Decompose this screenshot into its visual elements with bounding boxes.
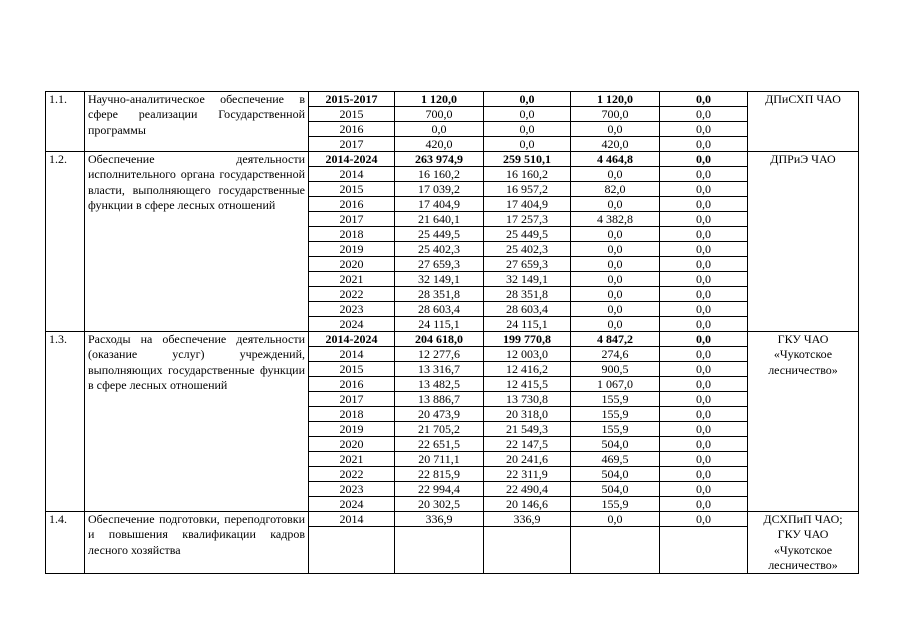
total-cell: 20 473,9 <box>395 407 484 422</box>
other-funds-cell: 0,0 <box>660 362 748 377</box>
other-funds-cell: 0,0 <box>660 467 748 482</box>
other-funds-cell: 0,0 <box>660 197 748 212</box>
other-funds-cell: 0,0 <box>660 122 748 137</box>
other-funds-cell: 0,0 <box>660 287 748 302</box>
total-cell: 13 886,7 <box>395 392 484 407</box>
other-funds-cell: 0,0 <box>660 317 748 332</box>
period-cell: 2015 <box>309 107 395 122</box>
district-budget-cell: 24 115,1 <box>484 317 571 332</box>
other-funds-cell: 0,0 <box>660 212 748 227</box>
total-cell: 20 711,1 <box>395 452 484 467</box>
period-cell: 2018 <box>309 407 395 422</box>
table-row <box>46 152 859 167</box>
total-cell: 16 160,2 <box>395 167 484 182</box>
federal-budget-cell: 0,0 <box>571 287 660 302</box>
total-cell: 17 039,2 <box>395 182 484 197</box>
total-cell: 21 705,2 <box>395 422 484 437</box>
total-cell: 700,0 <box>395 107 484 122</box>
district-budget-cell: 21 549,3 <box>484 422 571 437</box>
total-cell: 22 651,5 <box>395 437 484 452</box>
total-cell: 22 815,9 <box>395 467 484 482</box>
other-funds-cell: 0,0 <box>660 347 748 362</box>
federal-budget-cell: 82,0 <box>571 182 660 197</box>
district-budget-cell: 27 659,3 <box>484 257 571 272</box>
other-funds-cell: 0,0 <box>660 92 748 107</box>
total-cell: 420,0 <box>395 137 484 152</box>
item-number: 1.3. <box>46 332 85 512</box>
federal-budget-cell: 700,0 <box>571 107 660 122</box>
other-funds-cell: 0,0 <box>660 152 748 167</box>
district-budget-cell: 0,0 <box>484 107 571 122</box>
other-funds-cell: 0,0 <box>660 497 748 512</box>
total-cell: 20 302,5 <box>395 497 484 512</box>
district-budget-cell: 20 241,6 <box>484 452 571 467</box>
total-cell: 27 659,3 <box>395 257 484 272</box>
period-cell: 2016 <box>309 122 395 137</box>
total-cell: 22 994,4 <box>395 482 484 497</box>
period-cell: 2019 <box>309 242 395 257</box>
total-cell: 1 120,0 <box>395 92 484 107</box>
period-cell: 2015-2017 <box>309 92 395 107</box>
period-cell: 2017 <box>309 212 395 227</box>
federal-budget-cell: 0,0 <box>571 302 660 317</box>
federal-budget-cell: 1 120,0 <box>571 92 660 107</box>
item-name: Обеспечение деятельности исполнительного органа государственной власти, выполняющего государственные функции в сфере лесных отношений <box>85 152 309 332</box>
table-row <box>46 332 859 347</box>
total-cell: 28 351,8 <box>395 287 484 302</box>
item-number: 1.2. <box>46 152 85 332</box>
period-cell: 2024 <box>309 497 395 512</box>
responsible-executor: ГКУ ЧАО «Чукотское лесничество» <box>748 332 859 512</box>
federal-budget-cell: 469,5 <box>571 452 660 467</box>
total-cell: 204 618,0 <box>395 332 484 347</box>
district-budget-cell: 28 351,8 <box>484 287 571 302</box>
other-funds-cell: 0,0 <box>660 332 748 347</box>
district-budget-cell: 12 416,2 <box>484 362 571 377</box>
district-budget-cell: 25 449,5 <box>484 227 571 242</box>
district-budget-cell: 20 318,0 <box>484 407 571 422</box>
federal-budget-cell: 155,9 <box>571 392 660 407</box>
table-row <box>46 92 859 107</box>
total-cell: 28 603,4 <box>395 302 484 317</box>
federal-budget-cell: 504,0 <box>571 437 660 452</box>
other-funds-cell: 0,0 <box>660 512 748 527</box>
district-budget-cell: 12 415,5 <box>484 377 571 392</box>
period-cell: 2020 <box>309 257 395 272</box>
total-cell: 0,0 <box>395 122 484 137</box>
district-budget-cell: 25 402,3 <box>484 242 571 257</box>
program-activities-table <box>45 91 859 574</box>
district-budget-cell: 16 160,2 <box>484 167 571 182</box>
total-cell: 12 277,6 <box>395 347 484 362</box>
other-funds-cell: 0,0 <box>660 452 748 467</box>
item-name: Научно-аналитическое обеспечение в сфере реализации Государственной программы <box>85 92 309 152</box>
total-cell: 21 640,1 <box>395 212 484 227</box>
total-cell: 24 115,1 <box>395 317 484 332</box>
other-funds-cell: 0,0 <box>660 302 748 317</box>
period-cell: 2023 <box>309 302 395 317</box>
period-cell: 2014 <box>309 167 395 182</box>
other-funds-cell: 0,0 <box>660 257 748 272</box>
district-budget-cell: 22 147,5 <box>484 437 571 452</box>
district-budget-cell: 32 149,1 <box>484 272 571 287</box>
total-cell: 17 404,9 <box>395 197 484 212</box>
other-funds-cell: 0,0 <box>660 227 748 242</box>
federal-budget-cell: 155,9 <box>571 497 660 512</box>
district-budget-cell: 0,0 <box>484 137 571 152</box>
period-cell: 2022 <box>309 287 395 302</box>
other-funds-cell: 0,0 <box>660 482 748 497</box>
federal-budget-cell: 0,0 <box>571 317 660 332</box>
period-cell: 2014-2024 <box>309 152 395 167</box>
district-budget-cell: 17 257,3 <box>484 212 571 227</box>
district-budget-cell: 28 603,4 <box>484 302 571 317</box>
total-cell: 13 482,5 <box>395 377 484 392</box>
other-funds-cell: 0,0 <box>660 167 748 182</box>
district-budget-cell: 13 730,8 <box>484 392 571 407</box>
other-funds-cell: 0,0 <box>660 392 748 407</box>
federal-budget-cell: 274,6 <box>571 347 660 362</box>
federal-budget-cell: 0,0 <box>571 512 660 527</box>
other-funds-cell: 0,0 <box>660 422 748 437</box>
period-cell: 2022 <box>309 467 395 482</box>
federal-budget-cell: 155,9 <box>571 422 660 437</box>
other-funds-cell: 0,0 <box>660 107 748 122</box>
item-name: Обеспечение подготовки, переподготовки и повышения квалификации кадров лесного хозяйства <box>85 512 309 574</box>
period-cell: 2015 <box>309 362 395 377</box>
federal-budget-cell: 0,0 <box>571 197 660 212</box>
item-number: 1.1. <box>46 92 85 152</box>
total-cell: 263 974,9 <box>395 152 484 167</box>
federal-budget-cell: 504,0 <box>571 482 660 497</box>
period-cell: 2017 <box>309 392 395 407</box>
period-cell: 2017 <box>309 137 395 152</box>
other-funds-cell: 0,0 <box>660 137 748 152</box>
district-budget-cell: 12 003,0 <box>484 347 571 362</box>
district-budget-cell: 199 770,8 <box>484 332 571 347</box>
federal-budget-cell: 0,0 <box>571 122 660 137</box>
blank-cell <box>395 527 484 574</box>
federal-budget-cell: 1 067,0 <box>571 377 660 392</box>
federal-budget-cell: 504,0 <box>571 467 660 482</box>
other-funds-cell: 0,0 <box>660 377 748 392</box>
responsible-executor: ДПиСХП ЧАО <box>748 92 859 152</box>
federal-budget-cell: 4 847,2 <box>571 332 660 347</box>
total-cell: 25 449,5 <box>395 227 484 242</box>
federal-budget-cell: 0,0 <box>571 227 660 242</box>
district-budget-cell: 0,0 <box>484 122 571 137</box>
district-budget-cell: 259 510,1 <box>484 152 571 167</box>
period-cell: 2015 <box>309 182 395 197</box>
blank-cell <box>660 527 748 574</box>
district-budget-cell: 336,9 <box>484 512 571 527</box>
period-cell: 2016 <box>309 197 395 212</box>
total-cell: 25 402,3 <box>395 242 484 257</box>
item-number: 1.4. <box>46 512 85 574</box>
federal-budget-cell: 0,0 <box>571 272 660 287</box>
district-budget-cell: 20 146,6 <box>484 497 571 512</box>
period-cell: 2014 <box>309 347 395 362</box>
responsible-executor: ДПРиЭ ЧАО <box>748 152 859 332</box>
federal-budget-cell: 0,0 <box>571 257 660 272</box>
total-cell: 336,9 <box>395 512 484 527</box>
period-cell: 2020 <box>309 437 395 452</box>
federal-budget-cell: 0,0 <box>571 167 660 182</box>
item-name: Расходы на обеспечение деятельности (оказание услуг) учреждений, выполняющих государственные функции в сфере лесных отношений <box>85 332 309 512</box>
period-cell: 2016 <box>309 377 395 392</box>
other-funds-cell: 0,0 <box>660 182 748 197</box>
other-funds-cell: 0,0 <box>660 437 748 452</box>
period-cell: 2021 <box>309 272 395 287</box>
period-cell: 2019 <box>309 422 395 437</box>
blank-cell <box>571 527 660 574</box>
table-row <box>46 512 859 527</box>
federal-budget-cell: 420,0 <box>571 137 660 152</box>
other-funds-cell: 0,0 <box>660 407 748 422</box>
federal-budget-cell: 4 464,8 <box>571 152 660 167</box>
responsible-executor: ДСХПиП ЧАО; ГКУ ЧАО «Чукотское лесничество» <box>748 512 859 574</box>
period-cell: 2018 <box>309 227 395 242</box>
other-funds-cell: 0,0 <box>660 242 748 257</box>
total-cell: 13 316,7 <box>395 362 484 377</box>
blank-cell <box>309 527 395 574</box>
federal-budget-cell: 900,5 <box>571 362 660 377</box>
total-cell: 32 149,1 <box>395 272 484 287</box>
federal-budget-cell: 4 382,8 <box>571 212 660 227</box>
period-cell: 2021 <box>309 452 395 467</box>
period-cell: 2023 <box>309 482 395 497</box>
period-cell: 2014-2024 <box>309 332 395 347</box>
blank-cell <box>484 527 571 574</box>
district-budget-cell: 22 490,4 <box>484 482 571 497</box>
federal-budget-cell: 155,9 <box>571 407 660 422</box>
period-cell: 2024 <box>309 317 395 332</box>
district-budget-cell: 16 957,2 <box>484 182 571 197</box>
district-budget-cell: 17 404,9 <box>484 197 571 212</box>
period-cell: 2014 <box>309 512 395 527</box>
federal-budget-cell: 0,0 <box>571 242 660 257</box>
district-budget-cell: 0,0 <box>484 92 571 107</box>
other-funds-cell: 0,0 <box>660 272 748 287</box>
district-budget-cell: 22 311,9 <box>484 467 571 482</box>
